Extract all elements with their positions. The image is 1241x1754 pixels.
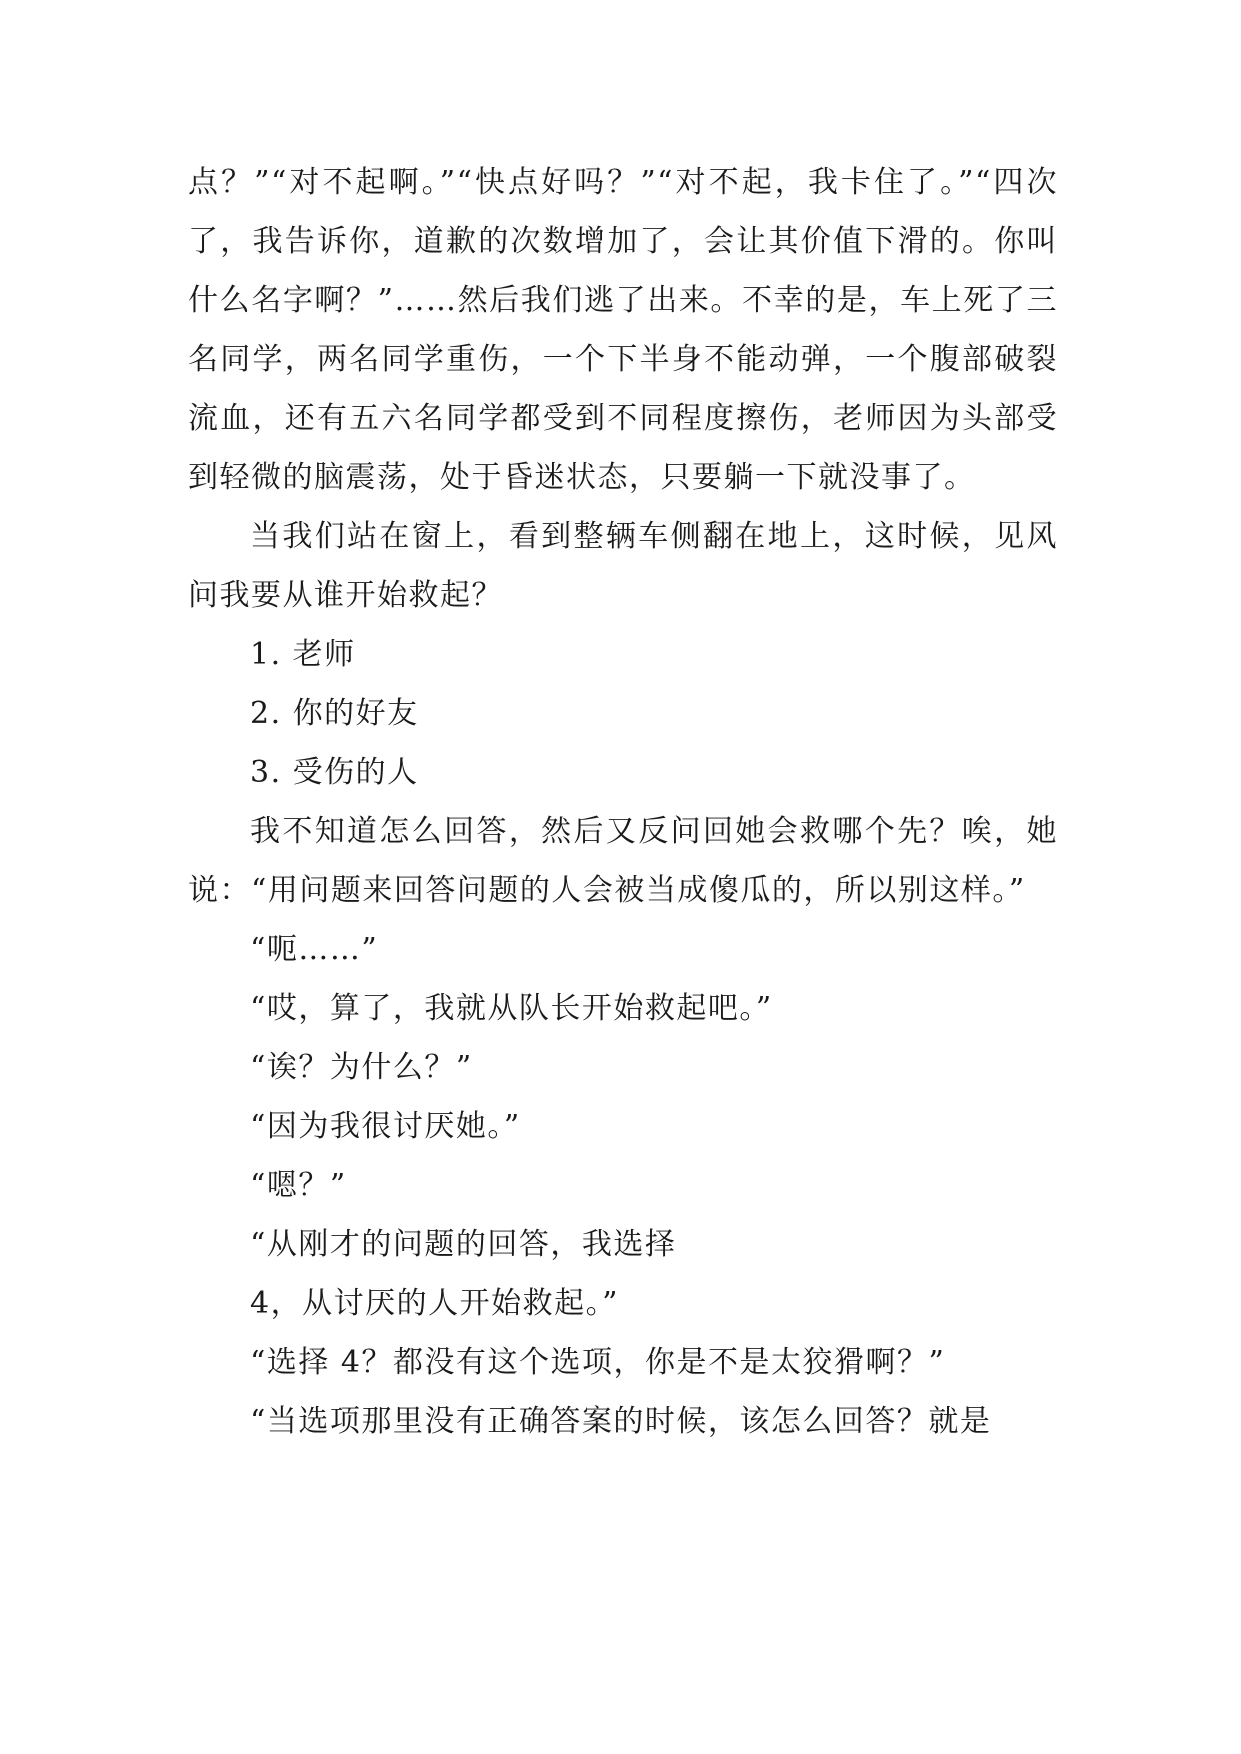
dialog-line: “从刚才的问题的回答，我选择 [250,1227,677,1262]
dialog-line: 4，从讨厌的人开始救起。” [250,1286,619,1321]
dialog-line: “选择 4？都没有这个选项，你是不是太狡猾啊？” [250,1345,946,1380]
option-injured: 3. 受伤的人 [250,755,419,790]
paragraph-answer: 我不知道怎么回答，然后又反问回她会救哪个先？唉，她说：“用问题来回答问题的人会被当成傻瓜的，所以别这样。” [188,814,1058,908]
option-friend: 2. 你的好友 [250,696,419,731]
dialog-line: “当选项那里没有正确答案的时候，该怎么回答？就是 [250,1404,992,1439]
document-body [188,153,1058,1451]
paragraph-accident: 点？”“对不起啊。”“快点好吗？”“对不起，我卡住了。”“四次了，我告诉你，道歉的次数增加了，会让其价值下滑的。你叫什么名字啊？”……然后我们逃了出来。不幸的是，车上死了三名同学，两名同学重伤，一个下半身不能动弹，一个腹部破裂流血，还有五六名同学都受到不同程度擦伤，老师因为头部受到轻微的脑震荡，处于昏迷状态，只要躺一下就没事了。 [188,165,1058,495]
dialog-line: “诶？为什么？” [250,1050,473,1085]
dialog-line: “呃……” [250,932,379,967]
dialog-line: “因为我很讨厌她。” [250,1109,521,1144]
dialog-line: “嗯？” [250,1168,347,1203]
option-teacher: 1. 老师 [250,637,356,672]
paragraph-question: 当我们站在窗上，看到整辆车侧翻在地上，这时候，见风问我要从谁开始救起？ [188,519,1058,613]
dialog-line: “哎，算了，我就从队长开始救起吧。” [250,991,773,1026]
